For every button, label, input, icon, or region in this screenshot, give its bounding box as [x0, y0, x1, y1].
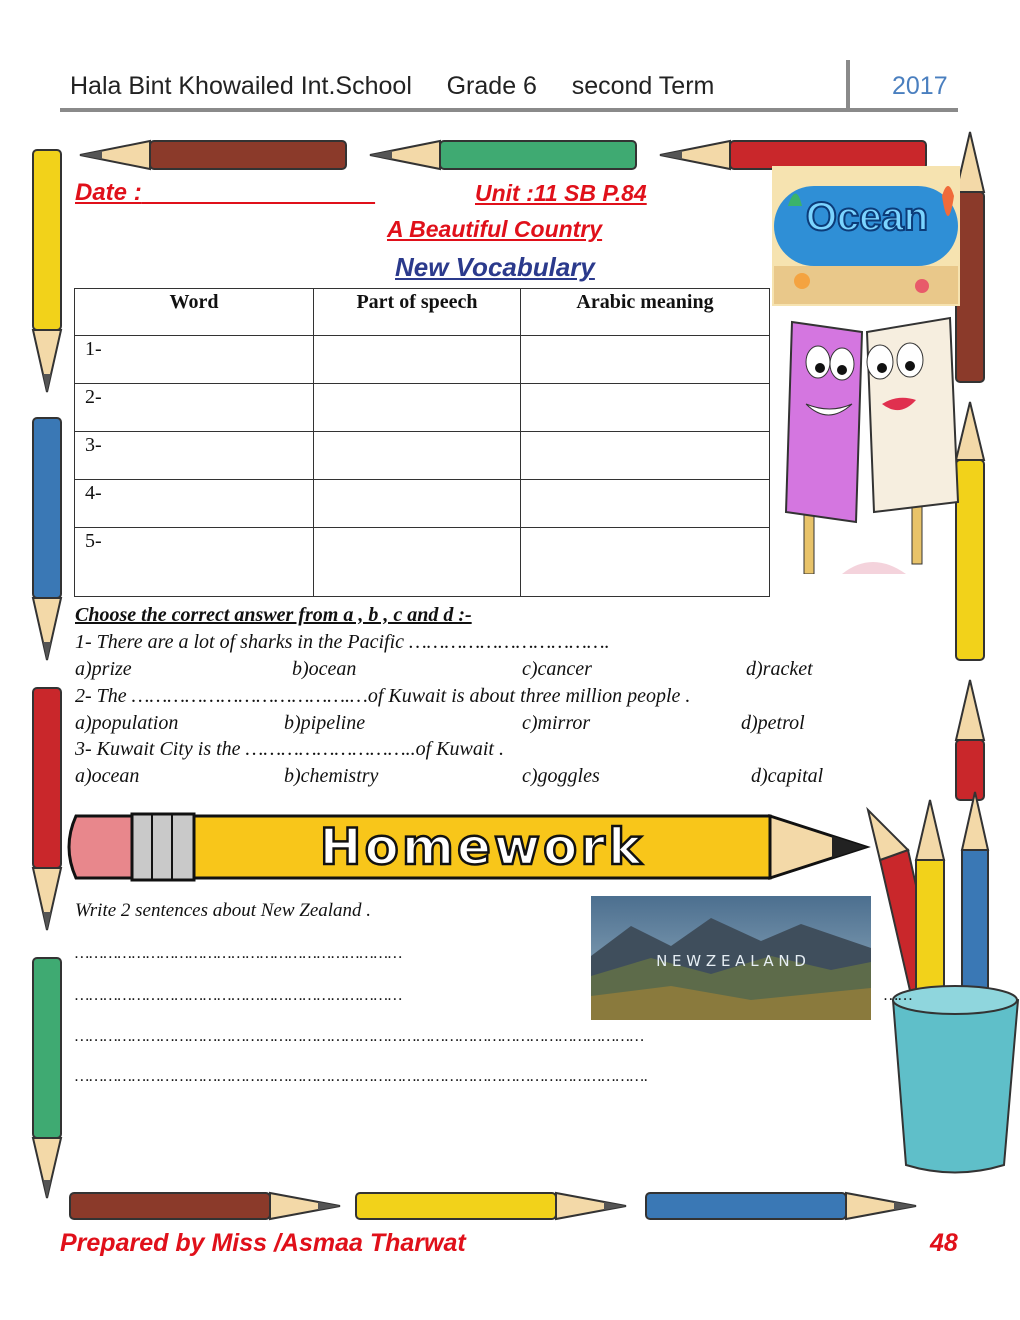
table-row	[75, 432, 770, 480]
col-arabic-meaning: Arabic meaning	[521, 289, 770, 336]
question-2-option-c[interactable]: c)mirror	[522, 712, 591, 734]
pencil-yellow-bottom	[356, 1193, 626, 1219]
part-of-speech-cell[interactable]	[314, 384, 521, 432]
mcq-instruction: Choose the correct answer from a , b , c and d :-	[75, 604, 472, 626]
new-zealand-caption: N E W Z E A L A N D	[656, 952, 806, 970]
table-row	[75, 528, 770, 597]
question-2-text: 2- The ……………………………….…of Kuwait is about three million people .	[75, 685, 691, 707]
vocab-table	[74, 288, 770, 597]
part-of-speech-cell[interactable]	[314, 528, 521, 597]
pencil-blue-left	[33, 418, 61, 660]
homework-banner-text: Homework	[319, 818, 645, 876]
table-row	[75, 384, 770, 432]
row-number[interactable]: 4-	[75, 480, 314, 528]
arabic-meaning-cell[interactable]	[521, 336, 770, 384]
arabic-meaning-cell[interactable]	[521, 384, 770, 432]
header-year: 2017	[892, 72, 948, 100]
answer-line-2[interactable]: ……………………………………………………………	[75, 987, 403, 1004]
question-1-option-d[interactable]: d)racket	[746, 658, 813, 680]
question-1-text: 1- There are a lot of sharks in the Pacific …………………………….	[75, 631, 610, 653]
prepared-by: Prepared by Miss /Asmaa Tharwat	[60, 1229, 466, 1257]
pencil-brown-top	[80, 141, 346, 169]
answer-line-2-tail: ……	[884, 987, 913, 1004]
part-of-speech-cell[interactable]	[314, 480, 521, 528]
pencil-red-left	[33, 688, 61, 930]
homework-prompt: Write 2 sentences about New Zealand .	[75, 900, 372, 921]
question-2-option-a[interactable]: a)population	[75, 712, 179, 734]
row-number[interactable]: 5-	[75, 528, 314, 597]
row-number[interactable]: 1-	[75, 336, 314, 384]
homework-banner	[62, 806, 874, 886]
arabic-meaning-cell[interactable]	[521, 528, 770, 597]
answer-line-4[interactable]: ………………………………………………………………………………………………………….	[75, 1068, 649, 1085]
pencil-brown-bottom	[70, 1193, 340, 1219]
pencil-cup	[868, 792, 1018, 1173]
table-row	[75, 336, 770, 384]
question-1-option-b[interactable]: b)ocean	[292, 658, 357, 680]
question-3-option-d[interactable]: d)capital	[751, 765, 824, 787]
question-2-option-d[interactable]: d)petrol	[741, 712, 805, 734]
row-number[interactable]: 3-	[75, 432, 314, 480]
question-2-option-b[interactable]: b)pipeline	[284, 712, 366, 734]
part-of-speech-cell[interactable]	[314, 336, 521, 384]
pencil-yellow-left	[33, 150, 61, 392]
vocab-table-header	[75, 289, 770, 336]
col-part-of-speech: Part of speech	[314, 289, 521, 336]
pencil-green-top	[370, 141, 636, 169]
pencil-red-right	[956, 680, 984, 800]
part-of-speech-cell[interactable]	[314, 432, 521, 480]
pencil-blue-bottom	[646, 1193, 916, 1219]
table-row	[75, 480, 770, 528]
unit-label: Unit :11 SB P.84	[475, 180, 647, 206]
pencil-green-left	[33, 958, 61, 1198]
section-title: New Vocabulary	[395, 252, 595, 282]
ocean-sign-image	[772, 166, 960, 306]
header-school: Hala Bint Khowailed Int.School Grade 6 second Term	[70, 72, 715, 100]
question-1-option-c[interactable]: c)cancer	[522, 658, 592, 680]
new-zealand-photo	[591, 896, 871, 1020]
answer-line-3[interactable]: …………………………………………………………………………………………………………	[75, 1028, 645, 1045]
arabic-meaning-cell[interactable]	[521, 432, 770, 480]
question-3-text: 3- Kuwait City is the ………………………..of Kuwait .	[75, 738, 504, 760]
question-3-option-b[interactable]: b)chemistry	[284, 765, 379, 787]
question-1-option-a[interactable]: a)prize	[75, 658, 132, 680]
ocean-sign-text: Ocean	[805, 195, 929, 239]
col-word: Word	[75, 289, 314, 336]
lesson-title: A Beautiful Country	[387, 216, 603, 242]
date-label: Date :	[75, 179, 142, 206]
popsicle-characters-image	[782, 312, 962, 574]
row-number[interactable]: 2-	[75, 384, 314, 432]
question-3-option-c[interactable]: c)goggles	[522, 765, 600, 787]
pencil-red-top	[660, 141, 926, 169]
question-3-option-a[interactable]: a)ocean	[75, 765, 140, 787]
page-number: 48	[930, 1229, 958, 1257]
arabic-meaning-cell[interactable]	[521, 480, 770, 528]
answer-line-1[interactable]: ……………………………………………………………	[75, 945, 403, 962]
